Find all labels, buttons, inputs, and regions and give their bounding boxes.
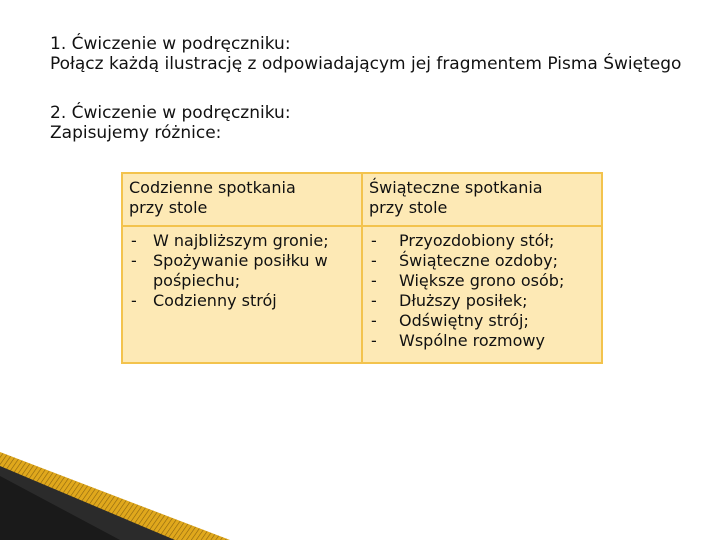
decorative-swoosh	[0, 450, 720, 540]
festive-list	[369, 231, 595, 351]
header-everyday-line-1: Codzienne spotkania	[129, 178, 296, 197]
header-festive-meals	[362, 173, 602, 226]
festive-list-cell	[362, 226, 602, 363]
list-item: - Spożywanie posiłku w pośpiechu;	[129, 251, 355, 291]
table-header-row	[122, 173, 602, 226]
list-item: - Wspólne rozmowy	[369, 331, 595, 351]
list-item: - Większe grono osób;	[369, 271, 595, 291]
list-item: - Codzienny strój	[129, 291, 355, 311]
list-item: - W najbliższym gronie;	[129, 231, 355, 251]
everyday-list	[129, 231, 355, 311]
list-item: - Świąteczne ozdoby;	[369, 251, 595, 271]
list-item: - Dłuższy posiłek;	[369, 291, 595, 311]
exercise-1-text: Połącz każdą ilustrację z odpowiadającym jej fragmentem Pisma Świętego	[50, 54, 682, 74]
list-item: - Odświętny strój;	[369, 311, 595, 331]
differences-table	[121, 172, 603, 364]
header-everyday-line-2: przy stole	[129, 198, 208, 217]
exercise-2-text: Zapisujemy różnice:	[50, 123, 222, 143]
header-everyday-meals	[122, 173, 362, 226]
list-item: - Przyozdobiony stół;	[369, 231, 595, 251]
exercise-2-title: 2. Ćwiczenie w podręczniku:	[50, 103, 291, 123]
header-festive-line-1: Świąteczne spotkania	[369, 178, 543, 197]
header-festive-line-2: przy stole	[369, 198, 448, 217]
exercise-2	[50, 103, 291, 143]
table-body-row	[122, 226, 602, 363]
everyday-list-cell	[122, 226, 362, 363]
exercise-1-title: 1. Ćwiczenie w podręczniku:	[50, 34, 291, 54]
exercise-1	[50, 34, 681, 74]
